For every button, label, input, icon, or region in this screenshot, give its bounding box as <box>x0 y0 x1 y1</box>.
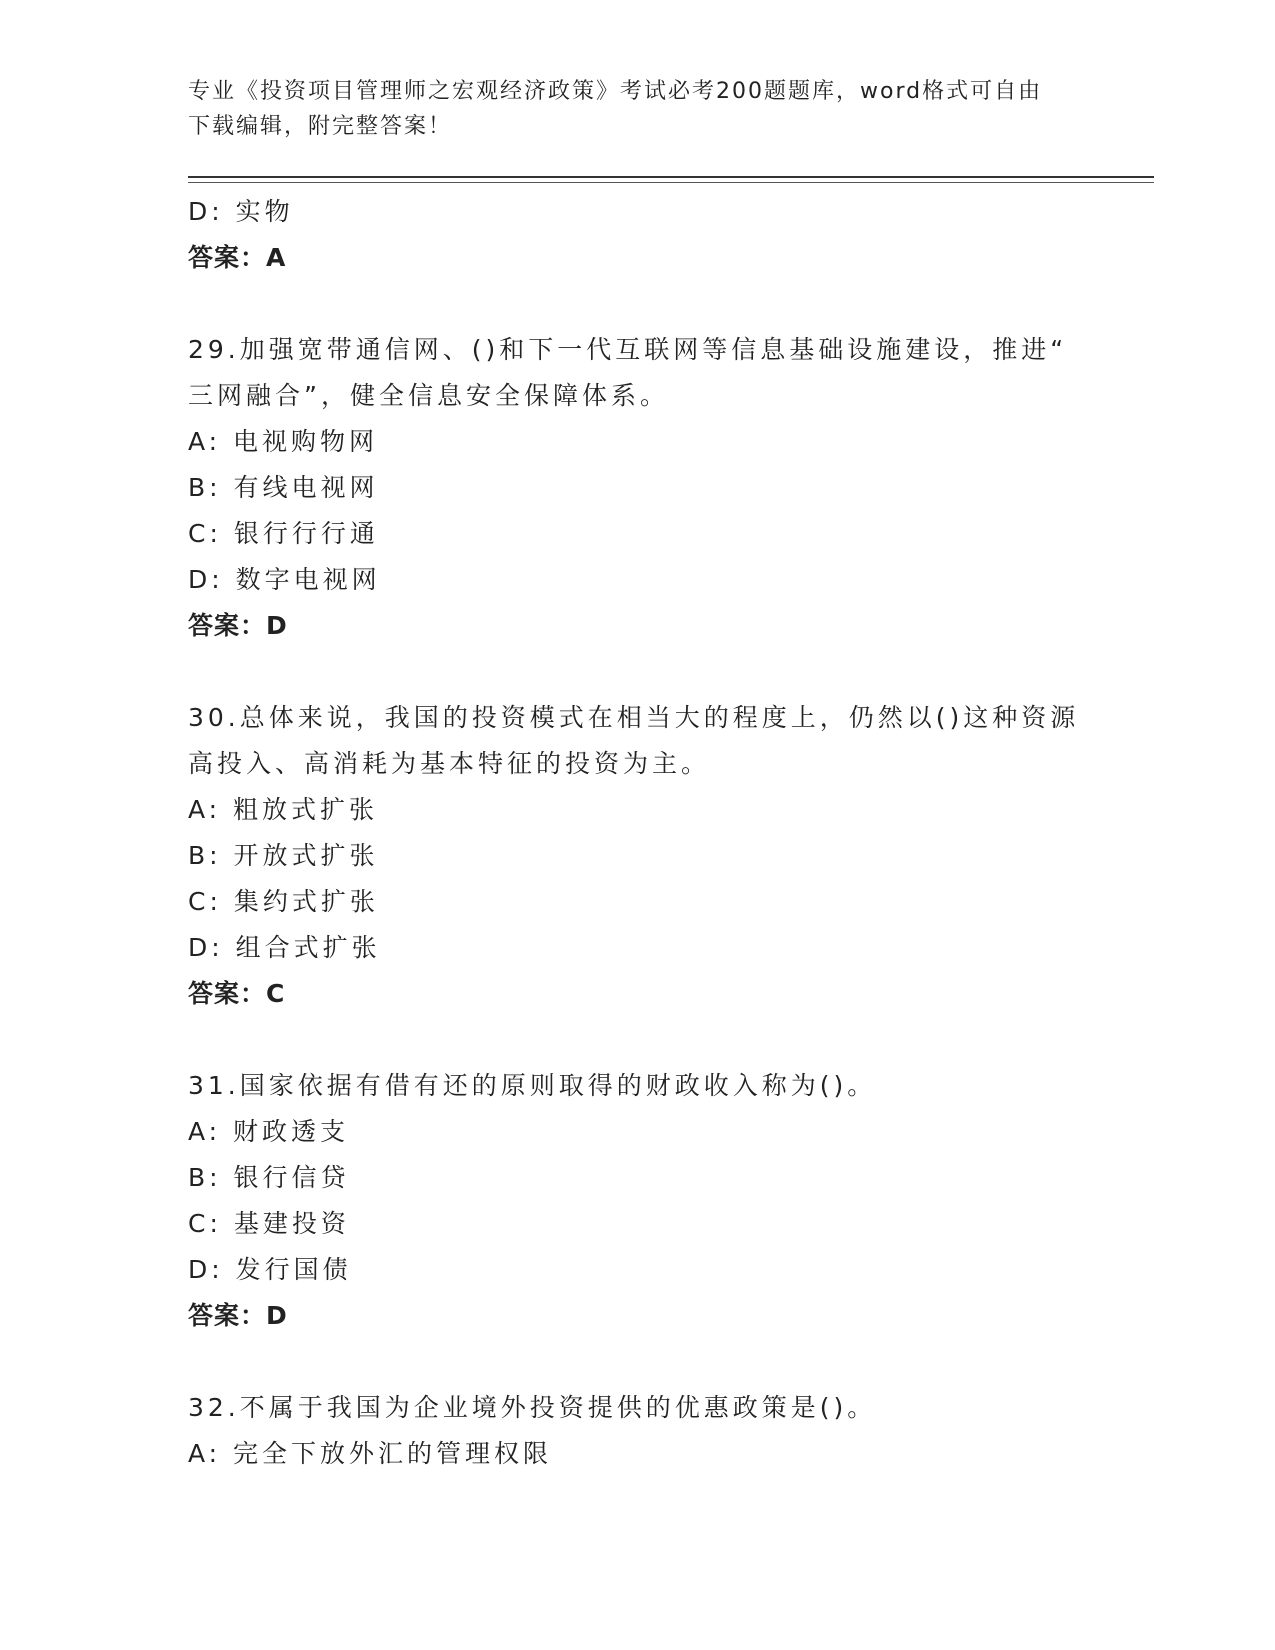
option-a: A: 电视购物网 <box>188 427 379 456</box>
question-stem: 29.加强宽带通信网、()和下一代互联网等信息基础设施建设，推进“ <box>188 335 1068 364</box>
header-divider <box>188 176 1154 178</box>
spacer <box>188 1339 1088 1385</box>
spacer <box>188 281 1088 327</box>
option-c: C: 基建投资 <box>188 1209 350 1238</box>
answer: 答案：A <box>188 243 287 272</box>
question-stem: 三网融合”，健全信息安全保障体系。 <box>188 381 669 410</box>
question-stem: 32.不属于我国为企业境外投资提供的优惠政策是()。 <box>188 1393 877 1422</box>
option-a: A: 粗放式扩张 <box>188 795 379 824</box>
header-line-1: 专业《投资项目管理师之宏观经济政策》考试必考200题题库，word格式可自由 <box>188 79 1043 104</box>
option-a: A: 完全下放外汇的管理权限 <box>188 1439 553 1468</box>
option-d: D: 实物 <box>188 197 294 226</box>
question-31 <box>188 1063 1088 1339</box>
question-30 <box>188 695 1088 1017</box>
question-stem: 31.国家依据有借有还的原则取得的财政收入称为()。 <box>188 1071 877 1100</box>
document-header <box>188 74 1088 144</box>
spacer <box>188 649 1088 695</box>
option-b: B: 开放式扩张 <box>188 841 379 870</box>
answer: 答案：D <box>188 1301 288 1330</box>
option-b: B: 有线电视网 <box>188 473 379 502</box>
question-32 <box>188 1385 1088 1477</box>
question-content <box>188 189 1088 1477</box>
spacer <box>188 1017 1088 1063</box>
option-c: C: 集约式扩张 <box>188 887 379 916</box>
question-29 <box>188 327 1088 649</box>
answer: 答案：D <box>188 611 288 640</box>
option-b: B: 银行信贷 <box>188 1163 350 1192</box>
question-stem: 高投入、高消耗为基本特征的投资为主。 <box>188 749 711 778</box>
option-a: A: 财政透支 <box>188 1117 350 1146</box>
option-d: D: 发行国债 <box>188 1255 352 1284</box>
option-c: C: 银行行行通 <box>188 519 379 548</box>
answer: 答案：C <box>188 979 286 1008</box>
header-divider-thin <box>188 182 1154 183</box>
option-d: D: 组合式扩张 <box>188 933 381 962</box>
header-line-2: 下载编辑，附完整答案！ <box>188 114 453 139</box>
question-stem: 30.总体来说，我国的投资模式在相当大的程度上，仍然以()这种资源 <box>188 703 1080 732</box>
option-d: D: 数字电视网 <box>188 565 381 594</box>
